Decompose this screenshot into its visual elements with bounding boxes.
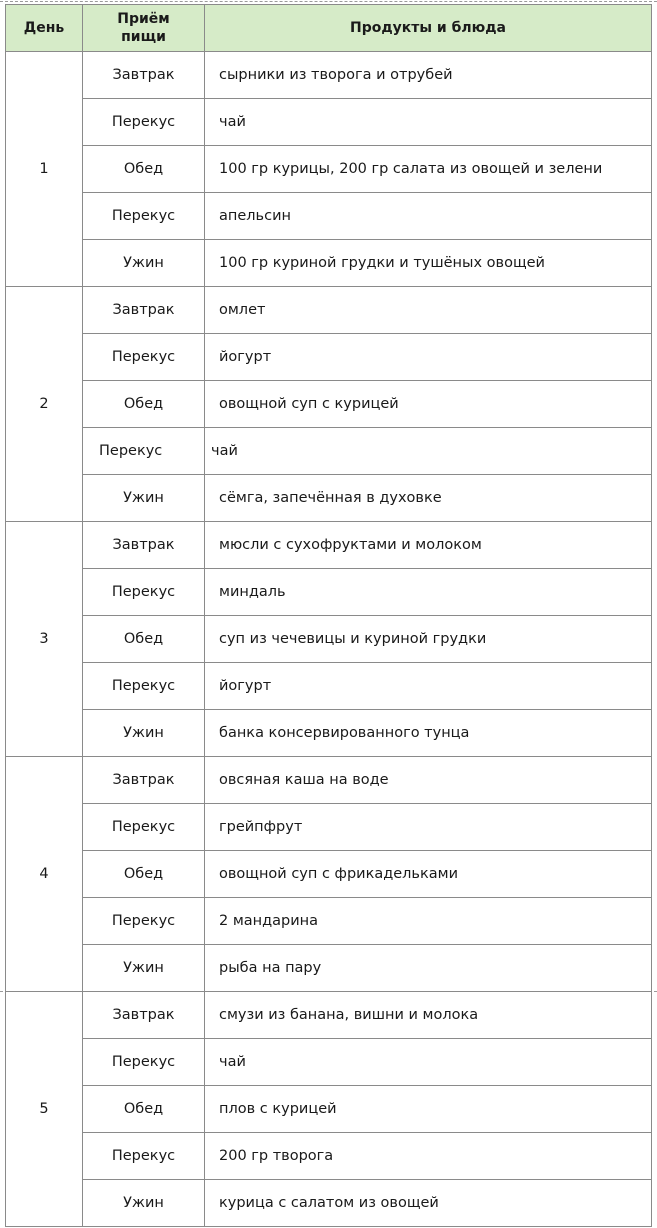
- meal-name: Ужин: [83, 1180, 205, 1227]
- day-number: 2: [6, 287, 83, 522]
- day-group-3: [6, 522, 652, 757]
- table-row: [6, 146, 652, 193]
- table-row: [6, 616, 652, 663]
- table-row: [6, 898, 652, 945]
- meal-name: Завтрак: [83, 522, 205, 569]
- meal-name: Перекус: [83, 1039, 205, 1086]
- table-row: [6, 992, 652, 1039]
- table-row: [6, 99, 652, 146]
- table-row: [6, 522, 652, 569]
- table-row: [6, 663, 652, 710]
- meal-food: грейпфрут: [205, 804, 652, 851]
- table-row: [6, 334, 652, 381]
- meal-name: Ужин: [83, 710, 205, 757]
- meal-food: банка консервированного тунца: [205, 710, 652, 757]
- meal-name: Обед: [83, 146, 205, 193]
- meal-name: Завтрак: [83, 992, 205, 1039]
- table-row: [6, 1086, 652, 1133]
- meal-name: Ужин: [83, 945, 205, 992]
- meal-name: Перекус: [83, 99, 205, 146]
- table-header-row: [6, 5, 652, 52]
- table-row: [6, 193, 652, 240]
- meal-name: Обед: [83, 1086, 205, 1133]
- meal-food: чай: [205, 99, 652, 146]
- table-row: [6, 804, 652, 851]
- meal-food: миндаль: [205, 569, 652, 616]
- meal-name: Перекус: [83, 663, 205, 710]
- meal-name: Завтрак: [83, 287, 205, 334]
- meal-name: Обед: [83, 381, 205, 428]
- meal-food: 200 гр творога: [205, 1133, 652, 1180]
- meal-name: Перекус: [83, 569, 205, 616]
- table-row: [6, 1180, 652, 1227]
- meal-food: апельсин: [205, 193, 652, 240]
- meal-food: 100 гр куриной грудки и тушёных овощей: [205, 240, 652, 287]
- meal-name: Перекус: [83, 1133, 205, 1180]
- meal-name: Перекус: [83, 334, 205, 381]
- meal-food: чай: [205, 428, 652, 475]
- meal-name: Ужин: [83, 475, 205, 522]
- table-row: [6, 475, 652, 522]
- day-group-4: [6, 757, 652, 992]
- day-number: 3: [6, 522, 83, 757]
- meal-food: йогурт: [205, 663, 652, 710]
- meal-name: Перекус: [83, 193, 205, 240]
- meal-name: Перекус: [83, 428, 205, 475]
- meal-name: Обед: [83, 851, 205, 898]
- meal-food: 100 гр курицы, 200 гр салата из овощей и зелени: [205, 146, 652, 193]
- day-group-5: [6, 992, 652, 1227]
- day-group-1: [6, 52, 652, 287]
- header-meal: [83, 5, 205, 52]
- header-food: Продукты и блюда: [205, 5, 652, 52]
- meal-food: суп из чечевицы и куриной грудки: [205, 616, 652, 663]
- table-row: [6, 240, 652, 287]
- meal-food: рыба на пару: [205, 945, 652, 992]
- day-number: 1: [6, 52, 83, 287]
- meal-name: Обед: [83, 616, 205, 663]
- meal-food: овощной суп с фрикадельками: [205, 851, 652, 898]
- meal-food: йогурт: [205, 334, 652, 381]
- header-day: День: [6, 5, 83, 52]
- table-row: [6, 710, 652, 757]
- day-number: 4: [6, 757, 83, 992]
- meal-food: омлет: [205, 287, 652, 334]
- table-row: [6, 569, 652, 616]
- meal-food: смузи из банана, вишни и молока: [205, 992, 652, 1039]
- table-row: [6, 1133, 652, 1180]
- meal-food: мюсли с сухофруктами и молоком: [205, 522, 652, 569]
- meal-name: Ужин: [83, 240, 205, 287]
- meal-food: сёмга, запечённая в духовке: [205, 475, 652, 522]
- meal-name: Перекус: [83, 804, 205, 851]
- meal-food: овсяная каша на воде: [205, 757, 652, 804]
- header-meal-label: Приём пищи: [117, 11, 170, 45]
- table-row: [6, 851, 652, 898]
- meal-name: Завтрак: [83, 757, 205, 804]
- meal-food: 2 мандарина: [205, 898, 652, 945]
- table-row: [6, 757, 652, 804]
- day-group-2: [6, 287, 652, 522]
- table-row: [6, 1039, 652, 1086]
- meal-food: чай: [205, 1039, 652, 1086]
- meal-plan-table: [5, 4, 652, 1227]
- table-row: [6, 287, 652, 334]
- meal-name: Перекус: [83, 898, 205, 945]
- day-number: 5: [6, 992, 83, 1227]
- meal-food: курица с салатом из овощей: [205, 1180, 652, 1227]
- page-divider: [0, 1, 657, 2]
- meal-food: сырники из творога и отрубей: [205, 52, 652, 99]
- meal-name: Завтрак: [83, 52, 205, 99]
- table-row: [6, 945, 652, 992]
- table-row: [6, 52, 652, 99]
- table-row: [6, 381, 652, 428]
- meal-food: овощной суп с курицей: [205, 381, 652, 428]
- table-row: [6, 428, 652, 475]
- meal-food: плов с курицей: [205, 1086, 652, 1133]
